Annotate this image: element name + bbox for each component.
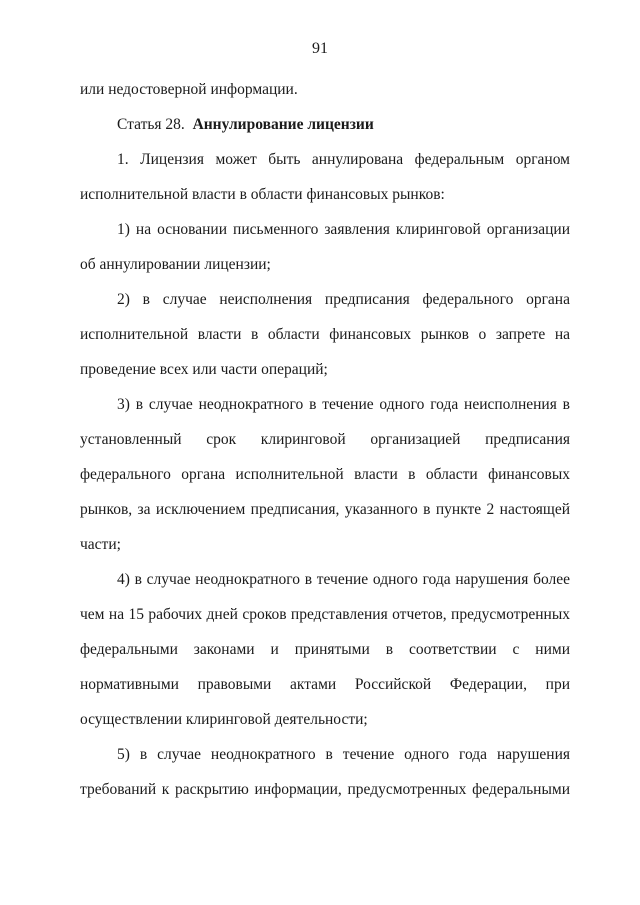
article-label: Статья 28. [117, 116, 185, 133]
article-title: Аннулирование лицензии [192, 116, 374, 133]
paragraph-1-item-3: 3) в случае неоднократного в течение одного года неисполнения в установленный срок клиринговой организацией предписания федерального органа исполнительной власти в области финансовых рынков, за исключением предписания, указанного в пункте 2 настоящей части; [80, 396, 570, 553]
paragraph-1-item-4: 4) в случае неоднократного в течение одного года нарушения более чем на 15 рабочих дней сроков представления отчетов, предусмотренных федеральными законами и принятыми в соответствии с ними нормативными правовыми актами Российской Федерации, при осуществлении клиринговой деятельности; [80, 571, 570, 728]
paragraph-intro-continuation: или недостоверной информации. [80, 81, 298, 98]
paragraph-1-item-1: 1) на основании письменного заявления клиринговой организации об аннулировании лицензии; [80, 221, 570, 273]
paragraph-1-item-5: 5) в случае неоднократного в течение одного года нарушения требований к раскрытию информации, предусмотренных федеральными [80, 746, 570, 798]
page-number: 91 [312, 40, 328, 57]
document-body [80, 72, 570, 807]
paragraph-1: 1. Лицензия может быть аннулирована федеральным органом исполнительной власти в области финансовых рынков: [80, 151, 570, 203]
paragraph-1-item-2: 2) в случае неисполнения предписания федерального органа исполнительной власти в области финансовых рынков о запрете на проведение всех или части операций; [80, 291, 570, 378]
article-heading [80, 107, 570, 142]
